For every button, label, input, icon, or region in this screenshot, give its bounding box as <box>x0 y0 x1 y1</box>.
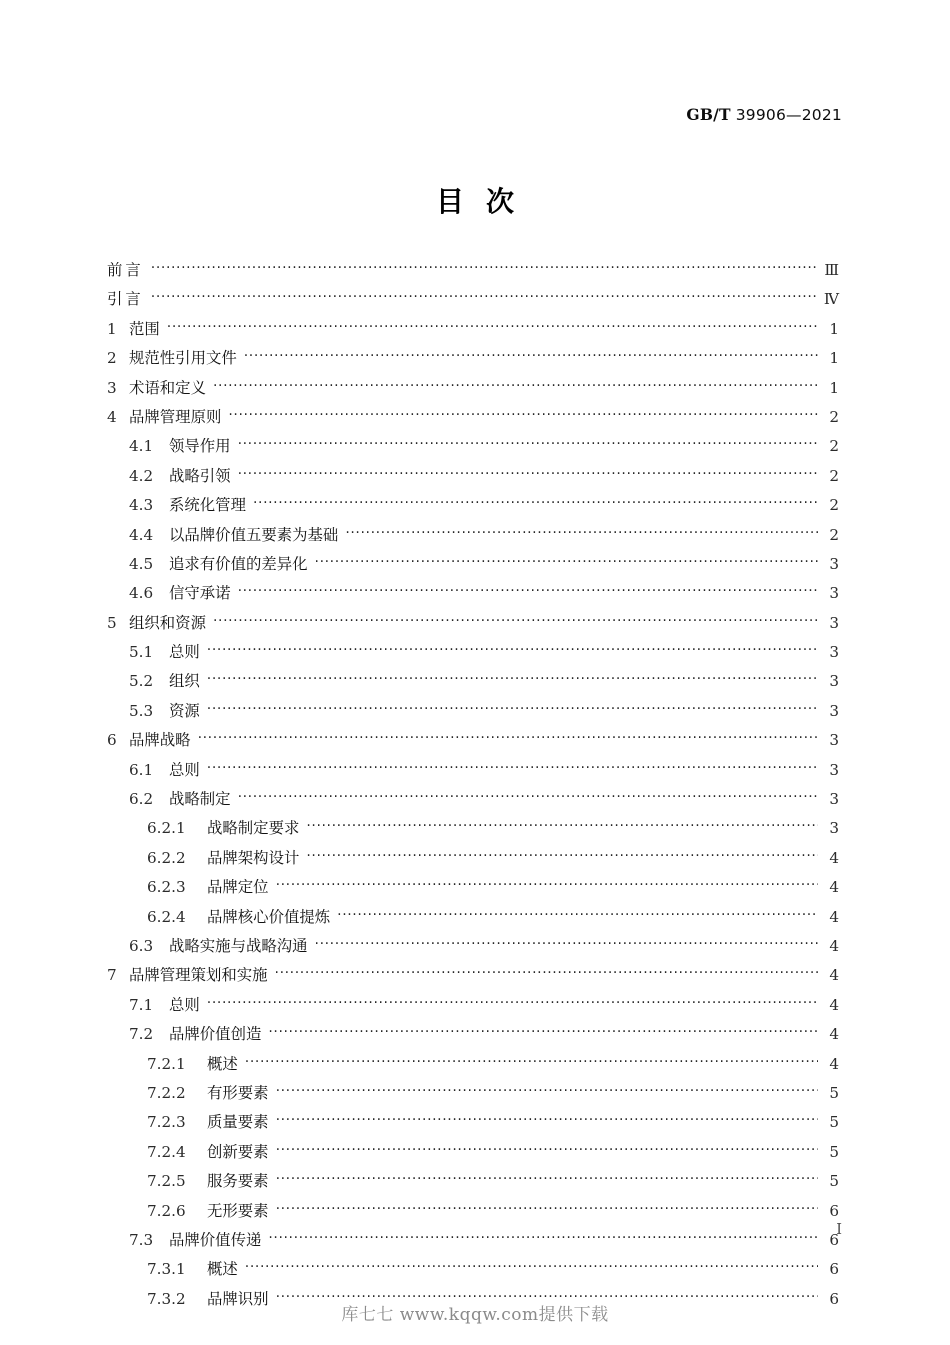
toc-leader-dots <box>207 671 818 687</box>
toc-leader-dots <box>238 436 818 452</box>
toc-entry[interactable] <box>107 905 839 934</box>
toc-entry[interactable] <box>107 963 839 992</box>
toc-entry-page-number: 3 <box>829 819 839 838</box>
toc-entry-label: 总则 <box>169 995 200 1014</box>
toc-entry-label: 系统化管理 <box>169 496 246 515</box>
toc-entry[interactable] <box>107 1052 839 1081</box>
toc-entry-number: 6.2.1 <box>147 819 186 838</box>
toc-entry-label: 总则 <box>169 643 200 662</box>
toc-entry-page-number: 4 <box>829 1025 839 1044</box>
toc-entry[interactable] <box>107 1022 839 1051</box>
toc-entry[interactable] <box>107 699 839 728</box>
toc-entry-number: 7.2.6 <box>147 1201 186 1220</box>
standard-header <box>686 105 842 124</box>
toc-entry-label: 概述 <box>207 1054 238 1073</box>
toc-entry[interactable] <box>107 1140 839 1169</box>
toc-entry-number: 4.3 <box>129 496 154 515</box>
toc-entry-page-number: 4 <box>829 1054 839 1073</box>
toc-entry-page-number: 4 <box>829 878 839 897</box>
toc-leader-dots <box>151 289 818 305</box>
toc-entry[interactable] <box>107 993 839 1022</box>
toc-entry-page-number: 1 <box>829 319 839 338</box>
toc-entry[interactable] <box>107 1110 839 1139</box>
toc-leader-dots <box>276 1171 818 1187</box>
toc-leader-dots <box>275 965 818 981</box>
standard-number: 39906—2021 <box>735 106 842 124</box>
toc-entry-label: 无形要素 <box>207 1201 269 1220</box>
toc-entry-label: 追求有价值的差异化 <box>169 554 308 573</box>
toc-entry[interactable] <box>107 1257 839 1286</box>
toc-leader-dots <box>276 877 818 893</box>
toc-entry[interactable] <box>107 1169 839 1198</box>
toc-leader-dots <box>244 348 818 364</box>
toc-entry[interactable] <box>107 434 839 463</box>
toc-entry-page-number: 2 <box>829 466 839 485</box>
toc-leader-dots <box>268 1024 818 1040</box>
toc-entry-page-number: 5 <box>829 1142 839 1161</box>
toc-entry-number: 4.6 <box>129 584 154 603</box>
toc-entry-number: 7.2.1 <box>147 1054 186 1073</box>
toc-leader-dots <box>276 1201 818 1217</box>
toc-leader-dots <box>207 995 818 1011</box>
toc-entry-number: 5.2 <box>129 672 154 691</box>
toc-entry-page-number: 3 <box>829 613 839 632</box>
toc-entry-label: 品牌价值传递 <box>169 1230 262 1249</box>
toc-leader-dots <box>306 818 818 834</box>
toc-entry-number: 6.2 <box>129 790 154 809</box>
standard-prefix: GB/T <box>686 105 731 124</box>
toc-leader-dots <box>213 613 818 629</box>
toc-entry-page-number: 4 <box>829 995 839 1014</box>
toc-entry-label: 组织和资源 <box>129 613 206 632</box>
toc-entry[interactable] <box>107 934 839 963</box>
toc-entry-label: 战略制定 <box>169 790 231 809</box>
toc-entry-page-number: 4 <box>829 966 839 985</box>
toc-entry-number: 7.2.4 <box>147 1142 186 1161</box>
toc-entry-page-number: 3 <box>829 701 839 720</box>
toc-leader-dots <box>228 407 818 423</box>
toc-entry-number: 6.1 <box>129 760 154 779</box>
toc-entry[interactable] <box>107 816 839 845</box>
toc-entry-label: 品牌价值创造 <box>169 1025 262 1044</box>
toc-entry-page-number: 2 <box>829 437 839 456</box>
toc-entry-page-number: 4 <box>829 848 839 867</box>
toc-entry-label: 范围 <box>129 319 160 338</box>
toc-entry-label: 品牌战略 <box>129 731 191 750</box>
toc-entry-label: 总则 <box>169 760 200 779</box>
table-of-contents <box>107 258 839 1316</box>
toc-leader-dots <box>238 583 818 599</box>
toc-entry-label: 概述 <box>207 1260 238 1279</box>
toc-entry-page-number: 5 <box>829 1113 839 1132</box>
toc-leader-dots <box>198 730 818 746</box>
toc-leader-dots <box>276 1112 818 1128</box>
toc-entry-number: 7.2.2 <box>147 1083 186 1102</box>
toc-leader-dots <box>306 848 818 864</box>
toc-entry-label: 品牌识别 <box>207 1289 269 1308</box>
toc-entry-label: 战略实施与战略沟通 <box>169 936 308 955</box>
toc-entry-page-number: 6 <box>829 1289 839 1308</box>
page-title: 目次 <box>435 185 536 218</box>
toc-leader-dots <box>268 1230 818 1246</box>
toc-entry-number: 5 <box>107 613 117 632</box>
toc-entry-page-number: 4 <box>829 907 839 926</box>
toc-entry-label: 品牌定位 <box>207 878 269 897</box>
toc-entry[interactable] <box>107 493 839 522</box>
toc-entry-number: 4 <box>107 407 117 426</box>
toc-entry-number: 4.2 <box>129 466 154 485</box>
toc-leader-dots <box>207 760 818 776</box>
toc-entry[interactable] <box>107 1199 839 1228</box>
toc-entry-number: 5.3 <box>129 701 154 720</box>
toc-leader-dots <box>151 260 818 276</box>
toc-leader-dots <box>213 378 818 394</box>
toc-entry-page-number: 4 <box>829 936 839 955</box>
toc-entry-number: 7.2 <box>129 1025 154 1044</box>
toc-leader-dots <box>245 1054 818 1070</box>
toc-entry-number: 4.1 <box>129 437 154 456</box>
toc-entry-page-number: 3 <box>829 672 839 691</box>
toc-leader-dots <box>238 789 818 805</box>
toc-entry-page-number: 5 <box>829 1172 839 1191</box>
toc-entry-label: 战略制定要求 <box>207 819 300 838</box>
toc-entry-page-number: 6 <box>829 1260 839 1279</box>
toc-entry[interactable] <box>107 405 839 434</box>
toc-entry-page-number: 3 <box>829 790 839 809</box>
toc-leader-dots <box>167 319 818 335</box>
toc-entry-label: 术语和定义 <box>129 378 206 397</box>
toc-entry-label: 品牌核心价值提炼 <box>207 907 331 926</box>
toc-entry-page-number: 2 <box>829 407 839 426</box>
toc-entry[interactable] <box>107 875 839 904</box>
toc-entry-number: 2 <box>107 349 117 368</box>
toc-entry-label: 组织 <box>169 672 200 691</box>
toc-entry-number: 6.2.3 <box>147 878 186 897</box>
toc-entry-label: 品牌架构设计 <box>207 848 300 867</box>
toc-entry-page-number: 3 <box>829 643 839 662</box>
toc-entry-number: 7 <box>107 966 117 985</box>
toc-entry-label: 品牌管理原则 <box>129 407 222 426</box>
toc-entry-number: 6 <box>107 731 117 750</box>
toc-entry[interactable] <box>107 758 839 787</box>
toc-entry-label: 规范性引用文件 <box>129 349 237 368</box>
toc-entry-label: 前言 <box>107 261 144 279</box>
toc-leader-dots <box>253 495 818 511</box>
toc-entry-number: 7.3.2 <box>147 1289 186 1308</box>
toc-entry[interactable] <box>107 258 839 287</box>
toc-entry-number: 1 <box>107 319 117 338</box>
toc-entry[interactable] <box>107 1228 839 1257</box>
toc-leader-dots <box>315 554 818 570</box>
toc-leader-dots <box>345 525 818 541</box>
toc-entry-page-number: 6 <box>829 1201 839 1220</box>
toc-entry-page-number: Ⅳ <box>823 290 839 309</box>
toc-entry-number: 7.2.5 <box>147 1172 186 1191</box>
toc-leader-dots <box>276 1142 818 1158</box>
toc-entry[interactable] <box>107 376 839 405</box>
toc-entry-number: 3 <box>107 378 117 397</box>
toc-entry-label: 资源 <box>169 701 200 720</box>
toc-entry-page-number: 5 <box>829 1083 839 1102</box>
toc-entry-label: 领导作用 <box>169 437 231 456</box>
toc-entry-number: 4.4 <box>129 525 154 544</box>
page-number: I <box>836 1222 842 1238</box>
toc-entry-page-number: 3 <box>829 584 839 603</box>
toc-entry-label: 服务要素 <box>207 1172 269 1191</box>
toc-entry[interactable] <box>107 346 839 375</box>
toc-entry-label: 质量要素 <box>207 1113 269 1132</box>
toc-entry-number: 7.1 <box>129 995 154 1014</box>
toc-entry-page-number: 6 <box>829 1230 839 1249</box>
toc-entry[interactable] <box>107 846 839 875</box>
toc-entry[interactable] <box>107 728 839 757</box>
toc-leader-dots <box>238 466 818 482</box>
toc-entry-number: 6.2.4 <box>147 907 186 926</box>
toc-entry-page-number: 3 <box>829 731 839 750</box>
toc-entry[interactable] <box>107 464 839 493</box>
toc-entry-page-number: 2 <box>829 525 839 544</box>
toc-entry-label: 有形要素 <box>207 1083 269 1102</box>
toc-entry-page-number: 1 <box>829 349 839 368</box>
toc-leader-dots <box>245 1259 818 1275</box>
toc-entry[interactable] <box>107 1081 839 1110</box>
toc-leader-dots <box>315 936 818 952</box>
toc-entry[interactable] <box>107 552 839 581</box>
toc-entry-number: 6.2.2 <box>147 848 186 867</box>
toc-entry[interactable] <box>107 787 839 816</box>
toc-entry-label: 战略引领 <box>169 466 231 485</box>
toc-leader-dots <box>207 701 818 717</box>
toc-entry-number: 6.3 <box>129 936 154 955</box>
toc-entry-number: 5.1 <box>129 643 154 662</box>
toc-entry-label: 信守承诺 <box>169 584 231 603</box>
toc-entry-page-number: Ⅲ <box>824 261 839 279</box>
toc-entry-label: 品牌管理策划和实施 <box>129 966 268 985</box>
toc-entry-page-number: 1 <box>829 378 839 397</box>
toc-leader-dots <box>276 1083 818 1099</box>
toc-entry-label: 创新要素 <box>207 1142 269 1161</box>
toc-leader-dots <box>337 907 818 923</box>
toc-entry[interactable] <box>107 523 839 552</box>
toc-entry-page-number: 3 <box>829 760 839 779</box>
toc-entry-number: 4.5 <box>129 554 154 573</box>
toc-entry-page-number: 3 <box>829 554 839 573</box>
toc-entry-number: 7.3 <box>129 1230 154 1249</box>
toc-entry[interactable] <box>107 611 839 640</box>
toc-entry-number: 7.3.1 <box>147 1260 186 1279</box>
toc-entry-number: 7.2.3 <box>147 1113 186 1132</box>
toc-entry[interactable] <box>107 287 839 316</box>
toc-leader-dots <box>207 642 818 658</box>
toc-entry-label: 引言 <box>107 290 144 309</box>
toc-entry-label: 以品牌价值五要素为基础 <box>169 525 339 544</box>
toc-entry[interactable] <box>107 640 839 669</box>
source-footer: 库七七 www.kqqw.com提供下载 <box>341 1305 609 1325</box>
toc-entry[interactable] <box>107 581 839 610</box>
toc-entry[interactable] <box>107 669 839 698</box>
toc-entry[interactable] <box>107 317 839 346</box>
toc-entry-page-number: 2 <box>829 496 839 515</box>
